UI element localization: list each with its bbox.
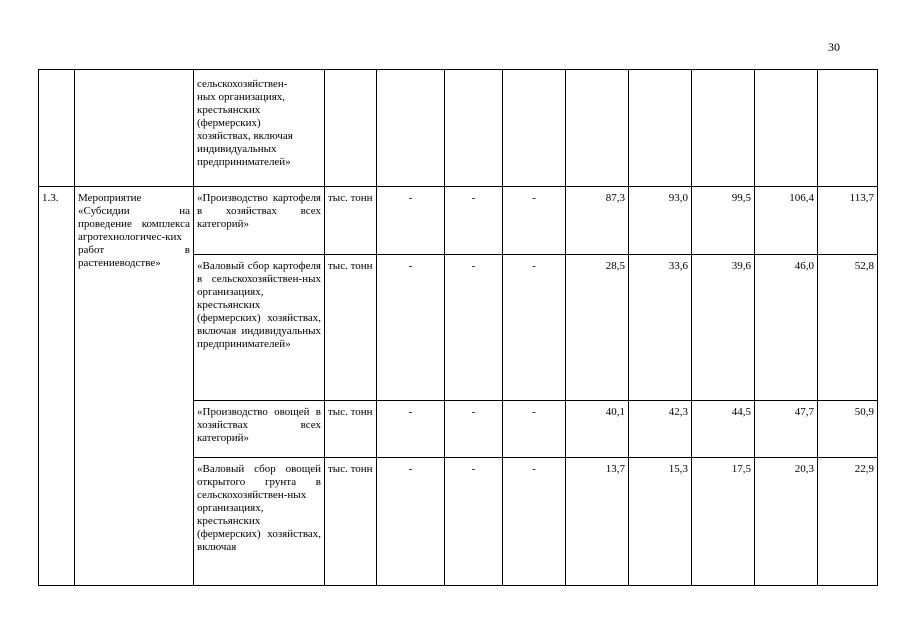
cell-value: 33,6 [629,255,692,401]
cell-dash: - [377,187,445,255]
cell-dash: - [503,458,566,586]
cell-unit: тыс. тонн [325,458,377,586]
cell-value: 113,7 [818,187,878,255]
cell-unit: тыс. тонн [325,401,377,458]
cell-value: 42,3 [629,401,692,458]
cell-value: 13,7 [566,458,629,586]
cell-indicator: «Производство овощей в хозяйствах всех категорий» [194,401,325,458]
cell-value: 17,5 [692,458,755,586]
table-row-continuation [39,70,878,187]
cell-value: 39,6 [692,255,755,401]
cell-number [39,70,75,187]
cell-dash: - [503,187,566,255]
cell-unit: тыс. тонн [325,187,377,255]
cell-value: 15,3 [629,458,692,586]
cell-dash: - [445,187,503,255]
cell-measure [75,70,194,187]
table-row [39,187,878,255]
cell-indicator: «Валовый сбор картофеля в сельскохозяйствен-ных организациях, крестьянских (фермерских) хозяйствах, включая индивидуальных предпринимателей» [194,255,325,401]
cell-empty [377,70,445,187]
cell-value: 87,3 [566,187,629,255]
cell-empty [755,70,818,187]
cell-dash: - [503,255,566,401]
cell-value: 50,9 [818,401,878,458]
cell-value: 20,3 [755,458,818,586]
cell-value: 47,7 [755,401,818,458]
indicators-table [38,69,878,586]
cell-indicator [194,70,325,187]
cell-value: 52,8 [818,255,878,401]
cell-empty [818,70,878,187]
cell-dash: - [445,401,503,458]
cell-value: 22,9 [818,458,878,586]
cell-dash: - [503,401,566,458]
cell-dash: - [445,255,503,401]
cell-value: 44,5 [692,401,755,458]
cell-value: 46,0 [755,255,818,401]
cell-value: 99,5 [692,187,755,255]
cell-empty [445,70,503,187]
page-number: 30 [828,40,840,54]
cell-value: 28,5 [566,255,629,401]
cell-empty [503,70,566,187]
cell-dash: - [445,458,503,586]
cell-dash: - [377,255,445,401]
cell-indicator: «Производство картофеля в хозяйствах всех категорий» [194,187,325,255]
cell-empty [629,70,692,187]
cell-empty [566,70,629,187]
cell-value: 106,4 [755,187,818,255]
cell-value: 93,0 [629,187,692,255]
cell-unit: тыс. тонн [325,255,377,401]
cell-dash: - [377,458,445,586]
indicator-text: сельскохозяйствен- ных организациях, крестьянских (фермерских) хозяйствах, включая индивидуальных предпринимателей» [197,78,293,168]
cell-value: 40,1 [566,401,629,458]
cell-section-measure: Мероприятие «Субсидии на проведение комплекса агротехнологичес-ких работ в растениеводстве» [75,187,194,586]
cell-section-number: 1.3. [39,187,75,586]
cell-empty [692,70,755,187]
cell-dash: - [377,401,445,458]
cell-indicator: «Валовый сбор овощей открытого грунта в сельскохозяйствен-ных организациях, крестьянских (фермерских) хозяйствах, включая [194,458,325,586]
cell-unit [325,70,377,187]
